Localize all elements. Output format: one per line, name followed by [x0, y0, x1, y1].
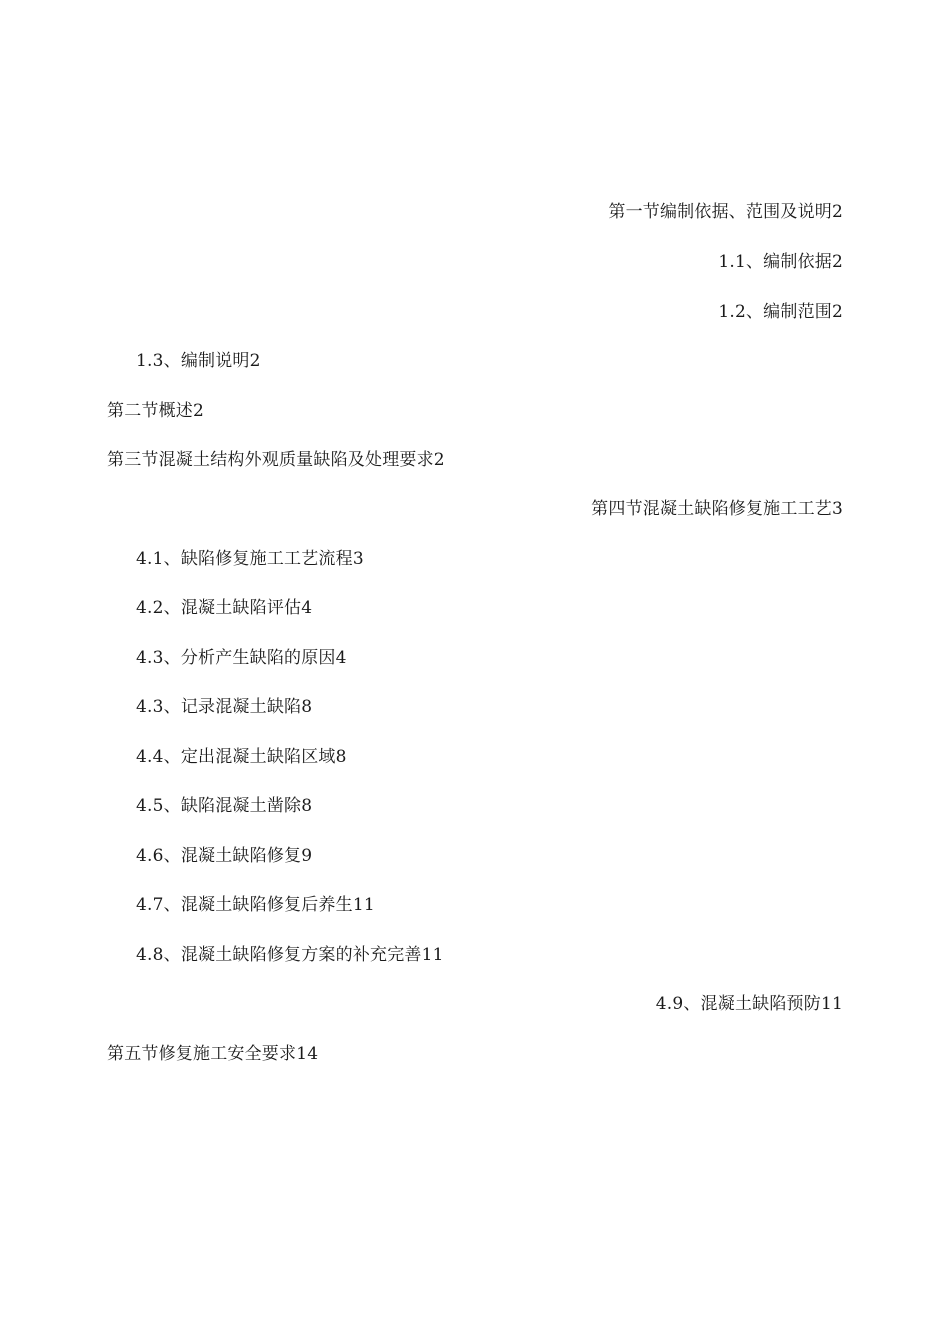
toc-entry-4-7[interactable]: 4.7、混凝土缺陷修复后养生11 — [136, 895, 375, 915]
toc-entry-4-2[interactable]: 4.2、混凝土缺陷评估4 — [136, 598, 313, 618]
toc-entry-section-3[interactable]: 第三节混凝土结构外观质量缺陷及处理要求2 — [107, 450, 445, 470]
toc-entry-section-1[interactable]: 第一节编制依据、范围及说明2 — [608, 202, 843, 222]
toc-entry-section-5[interactable]: 第五节修复施工安全要求14 — [107, 1044, 319, 1064]
toc-entry-4-8[interactable]: 4.8、混凝土缺陷修复方案的补充完善11 — [136, 945, 444, 965]
toc-entry-4-5[interactable]: 4.5、缺陷混凝土凿除8 — [136, 796, 313, 816]
toc-entry-section-4[interactable]: 第四节混凝土缺陷修复施工工艺3 — [591, 499, 843, 519]
toc-entry-1-1[interactable]: 1.1、编制依据2 — [718, 252, 843, 272]
toc-entry-4-3b[interactable]: 4.3、记录混凝土缺陷8 — [136, 697, 313, 717]
toc-entry-4-4[interactable]: 4.4、定出混凝土缺陷区域8 — [136, 747, 347, 767]
toc-entry-4-3a[interactable]: 4.3、分析产生缺陷的原因4 — [136, 648, 347, 668]
toc-entry-4-6[interactable]: 4.6、混凝土缺陷修复9 — [136, 846, 313, 866]
toc-entry-4-1[interactable]: 4.1、缺陷修复施工工艺流程3 — [136, 549, 364, 569]
toc-entry-section-2[interactable]: 第二节概述2 — [107, 401, 205, 421]
toc-entry-1-2[interactable]: 1.2、编制范围2 — [718, 302, 843, 322]
toc-entry-1-3[interactable]: 1.3、编制说明2 — [136, 351, 261, 371]
toc-entry-4-9[interactable]: 4.9、混凝土缺陷预防11 — [655, 994, 843, 1014]
